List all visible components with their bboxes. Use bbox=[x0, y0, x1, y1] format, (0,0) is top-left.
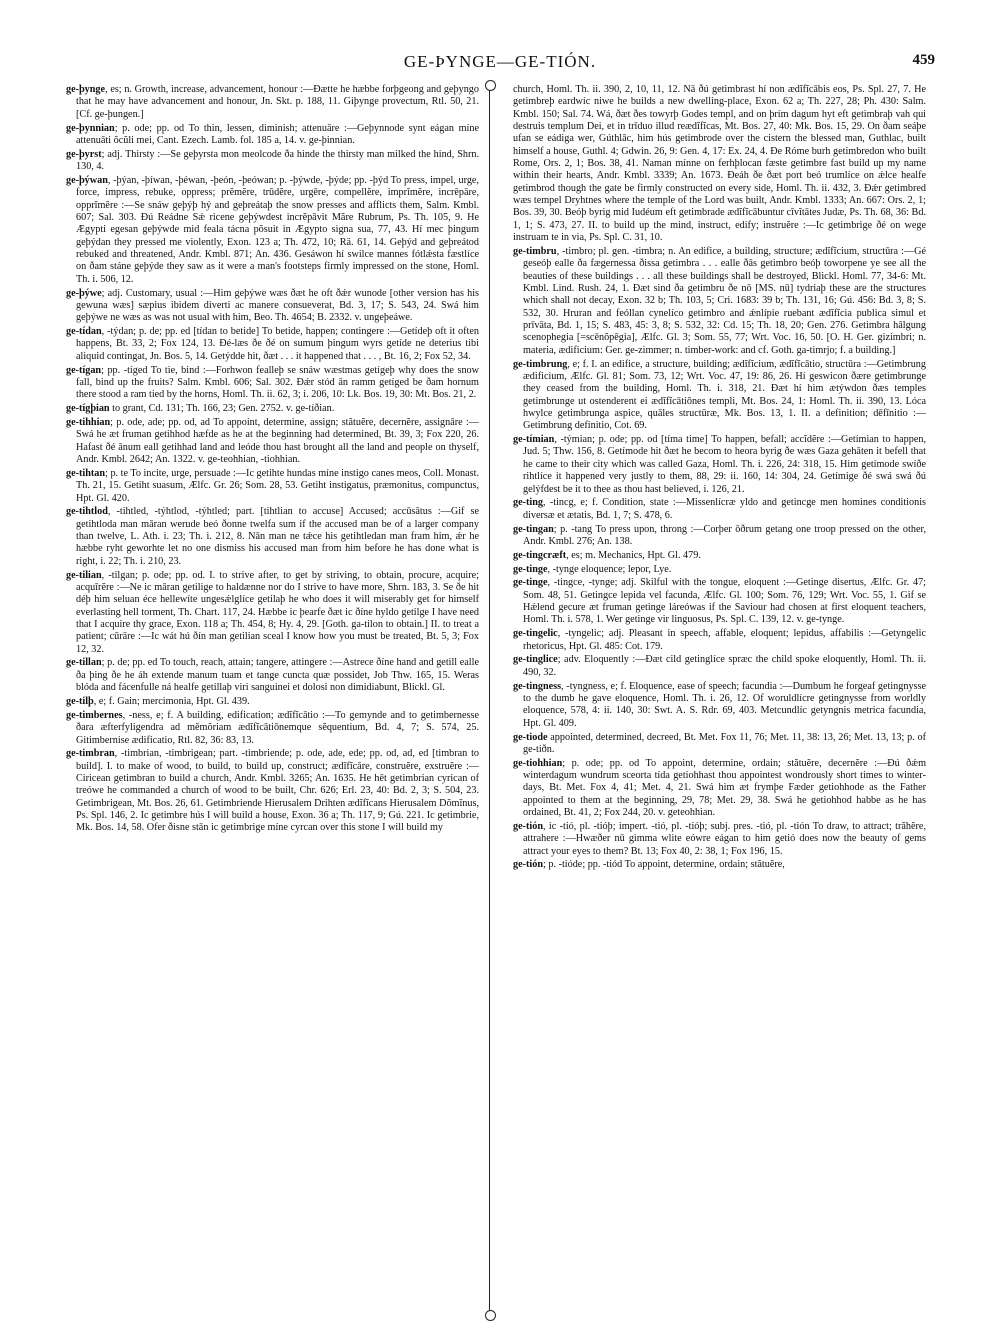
dictionary-entry bbox=[513, 246, 926, 357]
dictionary-entry bbox=[513, 732, 926, 757]
entry-text: ; adv. Eloquently :—Ðæt cild getinglíce spræc the child spoke eloquently, Homl. Th. ii. 490, 32. bbox=[523, 654, 926, 678]
entry-headword: ge-tinge bbox=[513, 577, 548, 589]
dictionary-entry bbox=[66, 506, 479, 568]
entry-headword: ge-tillan bbox=[66, 657, 102, 669]
left-column bbox=[66, 84, 479, 1319]
entry-headword: ge-tígþian bbox=[66, 403, 110, 415]
dictionary-entry bbox=[513, 550, 926, 562]
dictionary-entry bbox=[513, 681, 926, 730]
entry-headword: ge-tígan bbox=[66, 364, 102, 376]
entry-headword: ge-tiohhian bbox=[513, 757, 563, 769]
dictionary-entry bbox=[66, 365, 479, 402]
dictionary-entry bbox=[66, 657, 479, 694]
dictionary-entry bbox=[513, 628, 926, 653]
dictionary-entry bbox=[66, 403, 479, 415]
dictionary-entry bbox=[513, 859, 926, 871]
running-head bbox=[0, 50, 1000, 74]
entry-headword: ge-þýwan bbox=[66, 174, 108, 186]
entry-text: , es; n. Growth, increase, advancement, honour :—Ðætte he hæbbe forþgeong and geþyngo that he may have advancement and honour, Jn. Skt. p. 188, 11. Giþynge provectum, Rtl. 50, 21. [Cf. ge-þungen.] bbox=[76, 84, 479, 120]
entry-headword: ge-tilian bbox=[66, 569, 102, 581]
entry-headword: ge-tihtlod bbox=[66, 506, 108, 518]
entry-text: , -tincg, e; f. Condition, state :—Missenlícræ yldo and getincge men homines conditionis diversæ et ætatis, Bd. 1, 7; S. 478, 6. bbox=[523, 497, 926, 521]
entry-text: , -tilgan; p. ode; pp. od. I. to strive after, to get by striving, to obtain, procure, acquire; acquīrĕre :—Ne ic māran getilige to haldænne nor do I strive to have more, Shrn. 183, 3. Se ðe hit déþ him seluan éce hellewíte ungesǽlglíce getilaþ he who does it will miserably get for himself everlasting hell torment, Th. Chart. 117, 24. Hæbbe ic þearfe ðæt ic ðíne hyldo getilge I have need that I acquire thy grace, Exon. 118 a; Th. 454, 8; Hy. 4, 29. [Goth. ga-tilon to obtain.] II. to treat a patient; cūrāre :—Ic wát hú ðín man getilian sceal I know how you must be treated, Bt. 5, 3; Fox 12, 32. bbox=[76, 569, 479, 655]
entry-text: ; p. -tang To press upon, throng :—Corþer ōðrum getang one troop pressed on the other, Andr. Kmbl. 276; An. 138. bbox=[523, 523, 926, 547]
entry-headword: ge-tilþ bbox=[66, 696, 94, 707]
dictionary-entry bbox=[66, 84, 479, 121]
entry-headword: ge-tímian bbox=[513, 434, 555, 446]
entry-text: , -týdan; p. de; pp. ed [tídan to betide] To betide, happen; contingere :—Getídeþ oft it often happens, Bt. 33, 2; Fox 124, 13. Ðé-læs ðe ðé on sumum þingum wyrs getíde ne deterius tibi aliquid contingat, Jn. Bos. 5, 14. Getýdde hit, ðæt . . . it happened that . . . , Bt. 16, 2; Fox 52, 34. bbox=[76, 326, 479, 362]
entry-text: , ic -tió, pl. -tióþ; impert. -tió, pl. -tióþ; subj. pres. -tió, pl. -tión To draw, to attract; trăhĕre, attrahere :—Hwæðer nū gimma wlite eówre eágan to him getió does now the beauty of gems attract your eyes to them? Bt. 13; Fox 40, 2: 38, 1; Fox 196, 15. bbox=[523, 820, 926, 857]
entry-headword: ge-þynnian bbox=[66, 122, 115, 134]
entry-text: ; p. ode; pp. od To thin, lessen, diminish; attenuāre :—Geþynnode synt eágan míne attenuāti ŏcŭli mei, Cant. Ezech. Lamb. fol. 185 a, 14. v. ge-þinnian. bbox=[76, 122, 479, 146]
entry-text: , -tihtled, -týhtlod, -týhtled; part. [tihtlian to accuse] Accused; accūsātus :—Gif se getihtloda man māran werude beó ðonne twelfa sum if the accused man be of a larger company than twelve, L. Ath. i. 23; Th. i. 212, 8. Nān man ne tǽce his getihtledan man fram him, ǽr he hæbbe ryht geworhte let no one dismiss his accused man from him before he has done what is right, i. 22; Th. i. 210, 23. bbox=[76, 506, 479, 567]
entry-headword: ge-ting bbox=[513, 497, 543, 509]
dictionary-entry bbox=[66, 175, 479, 286]
column-rule-top-ornament bbox=[485, 80, 496, 91]
column-rule bbox=[489, 84, 490, 1316]
dictionary-entry bbox=[66, 149, 479, 174]
entry-text: , e; f. Gain; mercimonia, Hpt. Gl. 439. bbox=[93, 696, 250, 707]
entry-headword: ge-tídan bbox=[66, 326, 102, 338]
entry-text: to grant, Cd. 131; Th. 166, 23; Gen. 2752. v. ge-tíðian. bbox=[109, 403, 335, 415]
dictionary-entry bbox=[513, 564, 926, 576]
entry-text: church, Homl. Th. ii. 390, 2, 10, 11, 12. Nā ðú getimbrast hí non ædĭfĭcābis eos, Ps. Spl. 27, 7. He getimbreþ eardwíc niwe he builds a new dwelling-place, Exon. 62 a; Th. 227, 28; Ph. 430: Salm. Kmbl. 150; Sal. 74. Wá, ðæt ðes towyrþ Godes templ, and on þrím dagum hyt eft getimbraþ vah qui destruis templum Dei, et in trīduo illud reædĭfĭcas, Mt. Bos. 27, 40: Mk. Bos. 15, 29. On ðam seáþe ufan se eádiga wer, Gúthlāc, him hús getimbrode over the cistern the blessed man, Guthlac, built himself a house, Guthl. 4; Gdwin. 26, 9: Gen. 4, 17: Ex. 24, 4. Ðe Róme burh getimbredon who built Rome, Ors. 2, 1; Bos. 38, 41. Naman mínne on ferhþlocan fæste getimbre fast build up my name within their hearts, Andr. Kmbl. 3339; An. 1673. Ðeáh ðe ðæt port beó trumlíce on ǽlce healfe getimbrod though the gate be firmly constructed on every side, Homl. Th. ii. 432, 3. Ðǽr getimbred wæs tempel Dryhtnes where the temple of the Lord was built, Andr. Kmbl. 1333; An. 667: Ors. 2, 1; Bos. 39, 30. Beóþ byrig mid Iudéum eft getimbrade ædĭfĭcābuntur cīvĭtātes Judæ, Ps. Th. 68, 36: Bd. 1, 1; S. 473, 27. II. to build up the mind, instruct, edify; instruĕre :—Ic getimbrige ðé on wege instruam te in via, Ps. Spl. C. 31, 10. bbox=[513, 84, 926, 244]
entry-headword: ge-tihtan bbox=[66, 467, 106, 479]
entry-headword: ge-tinglice bbox=[513, 654, 558, 666]
dictionary-entry bbox=[513, 84, 926, 244]
dictionary-entry bbox=[66, 696, 479, 708]
entry-headword: ge-timbru bbox=[513, 245, 557, 257]
entry-headword: ge-tión bbox=[513, 859, 543, 871]
entry-text: appointed, determined, decreed, Bt. Met. Fox 11, 76; Met. 11, 38: 13, 26; Met. 13, 13; p. of ge-tiðn. bbox=[523, 731, 926, 755]
entry-text: ; p. ode; pp. od To appoint, determine, ordain; stătuĕre, decernĕre :—Ðú ðǽm winterdagum wundrum sceorta tída getiohhast thou appointest wondrously short times to winter-days, Bt. Met. Fox 4, 41; Met. 4, 21. Swá him æt frymþe Fæder getiohhode as the Father appointed to them at the beginning, 29, 78; Met. 29, 38. Swá he getiohhod habbe as he has ordained, Bt. 41, 2; Fox 244, 20. v. geteohhian. bbox=[523, 757, 926, 819]
dictionary-entry bbox=[513, 654, 926, 679]
page-number: 459 bbox=[912, 52, 935, 68]
entry-headword: ge-tingness bbox=[513, 680, 562, 692]
dictionary-entry bbox=[513, 577, 926, 626]
entry-text: , -tyngelic; adj. Pleasant in speech, affable, eloquent; lepidus, affabilis :—Getyngelic rhetoricus, Hpt. Gl. 485: Cot. 179. bbox=[523, 628, 926, 652]
entry-text: , -týmian; p. ode; pp. od [tíma time] To happen, befall; accĭdĕre :—Getímian to happen, Jud. 5; Thw. 156, 8. Getímode hit ðæt he becom to heora byrig ðe wæs Gaza gehāten it befell that he came to their city which was called Gaza, Homl. Th. i. 226, 24: 318, 15. Him getímode swíðe rihtlíce it happened very justly to them, 88, 29: ii. 160, 14: 304, 24. Getímige ðé swá swá ðú gelýfdest be it to thee as thou hast believed, i. 126, 21. bbox=[523, 434, 926, 495]
dictionary-entry bbox=[66, 570, 479, 656]
entry-text: , -þýan, -þíwan, -þéwan, -þeón, -þeówan; p. -þýwde, -þýde; pp. -þýd To press, impel, urge, force, impress, rebuke, oppress; prĕmĕre, trūdĕre, urgēre, compellĕre, imprĭmĕre, incrēpāre, opprĭmĕre :—Se snáw geþýþ hý and geþreátaþ the snow presses and afflicts them, Salm. Kmbl. 607; Sal. 303. Ðú Reádne Sǽ ricene geþýwdest incrĕpāvit Măre Rubrum, Ps. Th. 105, 9. He Ægypti egesan geþýwde mid feala tácna pŏsuit in Ægypto signa sua, 77, 43. Hí mec þingum geþýdan they pressed me violently, Exon. 123 a; Th. 472, 10; Rä. 61, 14. Geþýd and geþreátod rebuked and threatened, Andr. Kmbl. 871; An. 436. Gesáwon hí swilce mannes fótlǽsta fæstlíce on ðam stáne geþýde they saw as it were a man's footsteps firmly impressed on the stone, Homl. Th. i. 506, 12. bbox=[76, 174, 479, 285]
dictionary-entry bbox=[513, 434, 926, 496]
entry-headword: ge-tingan bbox=[513, 523, 554, 535]
entry-headword: ge-tión bbox=[513, 820, 543, 832]
running-title: GE-ÞYNGE—GE-TIÓN. bbox=[403, 52, 597, 71]
entry-text: , -ness, e; f. A building, edification; ædĭfĭcātio :—To gemynde and to getimbernesse ðara æfterfyligendra ad mĕmŏriam ædĭfĭcātiōnemque sĕquentium, Bd. 4, 7; S. 574, 25. Gitimbernise ædificatio, Rtl. 82, 36: 83, 13. bbox=[76, 709, 479, 746]
dictionary-entry bbox=[513, 359, 926, 433]
entry-headword: ge-þýwe bbox=[66, 287, 102, 299]
dictionary-entry bbox=[513, 821, 926, 858]
entry-text: ; p. de; pp. ed To touch, reach, attain; tangere, attingere :—Astrece ðíne hand and getill ealle ða þing ðe he áh extende manum tuam et tange cuncta quæ possidet, Job Thw. 165, 15. Weras blóda and fácenfulle ná healfe getillaþ viri sanguinei et dolosi non dimidiabunt, Blickl. Gl. bbox=[76, 657, 479, 694]
entry-text: , -tynge eloquence; lepor, Lye. bbox=[547, 563, 672, 575]
dictionary-entry bbox=[66, 326, 479, 363]
entry-headword: ge-þyrst bbox=[66, 148, 102, 160]
entry-text: ; p. te To incite, urge, persuade :—Ic getihte hundas míne instigo canes meos, Coll. Monast. Th. 21, 15. Getiht suasum, Ælfc. Gr. 26; Som. 28, 53. Getiht instigatus, præmonitus, compunctus, Hpt. Gl. 420. bbox=[76, 467, 479, 504]
dictionary-entry bbox=[66, 710, 479, 747]
entry-text: ; p. -tióde; pp. -tiód To appoint, determine, ordain; stătuĕre, bbox=[543, 859, 785, 871]
entry-text: , -timbro; pl. gen. -timbra; n. An edifice, a building, structure; ædĭfĭcium, structūra :—Gé geseóþ ealle ða fægernessa ðissa getimbra . . . ealle ðās getimbro beóþ toworpene ye see all the beauties of these buildings . . . all these buildings shall be destroyed, Blickl. Homl. 77, 34-6: Mt. Kmbl. Lind. Rush. 24, 1. Ðæt sind ða getimbru ðe nō [MS. nū] tydriaþ these are the structures which shall not decay, Exon. 32 b; Th. 103, 5; Cri. 1683: 39 b; Th. 131, 16; Gú. 456: Bd. 3, 8; S. 532, 30. Hruran and feóllan cynelíco getimbro and ǽnlípie ruebant ædĭfĭcia publica simul et prīvāta, Bd. 1, 15; S. 483, 45: 3, 8; S. 532, 32: Cd. 15; Th. 18, 20; Gen. 276. Getimbra hālgung scenophegia [=scēnŏpēgia], Ælfc. Gl. 3; Som. 55, 77; Wrt. Voc. 16, 50. [O. H. Ger. gizimbri; n. materia, ædificium: Ger. ge-zimmer; n. timber-work: and cf. Goth. ga-timrjo; f. a building.] bbox=[523, 245, 926, 356]
entry-text: , -tyngness, e; f. Eloquence, ease of speech; facundia :—Dumbum he forgeaf getingnysse to the dumb he gave eloquence, Homl. Th. i. 26, 12. Of woruldlícre getingnysse from worldly eloquence, 578, 4: ii. 140, 30: Swt. A. S. Rdr. 69, 403. Metcundlíc getyngnis metrica facundia, Hpt. Gl. 409. bbox=[523, 680, 926, 729]
entry-headword: ge-tiode bbox=[513, 731, 548, 743]
dictionary-entry bbox=[66, 288, 479, 325]
dictionary-entry bbox=[66, 417, 479, 466]
entry-text: , e; f. I. an edifice, a structure, building; ædĭfĭcium, ædĭfĭcātio, structūra :—Getimbrung ædificium, Ælfc. Gl. 81; Som. 73, 12; Wrt. Voc. 47, 19: 86, 26. Hí geswicon ðære getimbrunge they ceased from the building, Homl. Th. i. 318, 21. Ðæt hí him ætýwdon ðæs temples getimbrunge ut ostenderent ei ædĭfĭcātiōnes templi, Mt. Bos. 24, 1: Homl. Th. ii. 390, 13. Lóca hwylce getimbrunga aspice, quāles structūræ, Mk. Bos. 13, 1. II. a definition; dēfīnitio :—Getimbrung definitio, Cot. 69. bbox=[523, 358, 926, 432]
entry-headword: ge-timbran bbox=[66, 748, 115, 760]
entry-text: , es; m. Mechanics, Hpt. Gl. 479. bbox=[566, 549, 701, 561]
entry-text: ; adj. Thirsty :—Se geþyrsta mon meolcode ða hinde the thirsty man milked the hind, Shrn. 130, 4. bbox=[76, 148, 479, 173]
entry-headword: ge-tingelic bbox=[513, 628, 558, 640]
entry-text: ; adj. Customary, usual :—Him geþýwe wæs ðæt he oft ðǽr wunode [other version has his gewuna wæs] sæpius ibidem diverti ac manere consueverat, Bd. 3, 17; S. 543, 24. Swá him geþýwe ne wæs as was not usual with him, Beo. Th. 4654; B. 2332. v. ungeþeáwe. bbox=[76, 287, 479, 324]
entry-text: ; pp. -tíged To tie, bind :—Forhwon fealleþ se snáw wæstmas getígeþ why does the snow fall, bind up the fruits? Salm. Kmbl. 606; Sal. 302. Ðǽr stód ān ramm getíged be ðam hornum there stood a ram tied by the horns, Homl. Th. ii. 62, 3; i. 206, 10: Lk. Bos. 19, 30: Mt. Bos. 21, 2. bbox=[76, 364, 479, 401]
dictionary-entry bbox=[513, 758, 926, 820]
dictionary-entry bbox=[66, 748, 479, 834]
dictionary-entry bbox=[513, 524, 926, 549]
column-rule-bottom-ornament bbox=[485, 1310, 496, 1321]
entry-headword: ge-tinge bbox=[513, 563, 548, 575]
entry-text: ; p. ode, ade; pp. od, ad To appoint, determine, assign; stătuĕre, decernĕre, assignāre :—Swá he æt fruman getihhod hæfde as he at the beginning had determined, Bt. 39, 3; Fox 220, 26. Hafast ðé ānum eall getihhad land and leóde thou hast brought all the land and people on thyself, Andr. Kmbl. 2642; An. 1322. v. ge-teohhian, -tiohhian. bbox=[76, 416, 479, 465]
dictionary-entry bbox=[66, 468, 479, 505]
entry-headword: ge-þynge bbox=[66, 84, 106, 95]
entry-text: , -tingce, -tynge; adj. Skilful with the tongue, eloquent :—Getinge disertus, Ælfc. Gr. 47; Som. 48, 51. Getingce lepida vel facunda, Ælfc. Gl. 100; Som. 76, 129; Wrt. Voc. 55, 1. Gif se Hǽlend gecure æt fruman getinge láreówas if the Saviour had chosen at first eloquent teachers, Homl. Th. i. 578, 1. Wer getinge vir linguosus, Ps. Spl. C. 139, 12. v. ge-tynge. bbox=[523, 577, 926, 626]
right-column bbox=[513, 84, 926, 1319]
entry-headword: ge-tihhian bbox=[66, 416, 111, 428]
entry-text: , -timbrian, -timbrigean; part. -timbriende; p. ode, ade, ede; pp. od, ad, ed [timbran to build]. I. to make of wood, to build, to build up, construct; ædĭfĭcāre, construĕre, exstruĕre :—Ciricean getimbran to build a church, Andr. Kmbl. 3265; An. 1635. He hēt getimbrian cyrican of treówe he commanded a church of wood to be built, Chr. 626; Erl. 23, 40: Bd. 2, 3; S. 504, 23. Getimbrigean, Mt. Bos. 26, 61. Getimbriende Hierusalem Drihten ædĭfĭcans Hierusalem Dŏmĭnus, Ps. Spl. 146, 2. Ic getimbre hús I will build a house, Exon. 36 a; Th. 117, 9; Gú. 221. Ic getimbrie, Mk. Bos. 14, 58. Ofer ðisne stān ic getimbrige míne cyrcan over this stone I will build my bbox=[76, 748, 479, 834]
entry-headword: ge-timbrung bbox=[513, 358, 568, 370]
dictionary-entry bbox=[513, 497, 926, 522]
entry-headword: ge-tingcræft bbox=[513, 549, 567, 561]
entry-headword: ge-timbernes bbox=[66, 709, 123, 721]
dictionary-entry bbox=[66, 123, 479, 148]
